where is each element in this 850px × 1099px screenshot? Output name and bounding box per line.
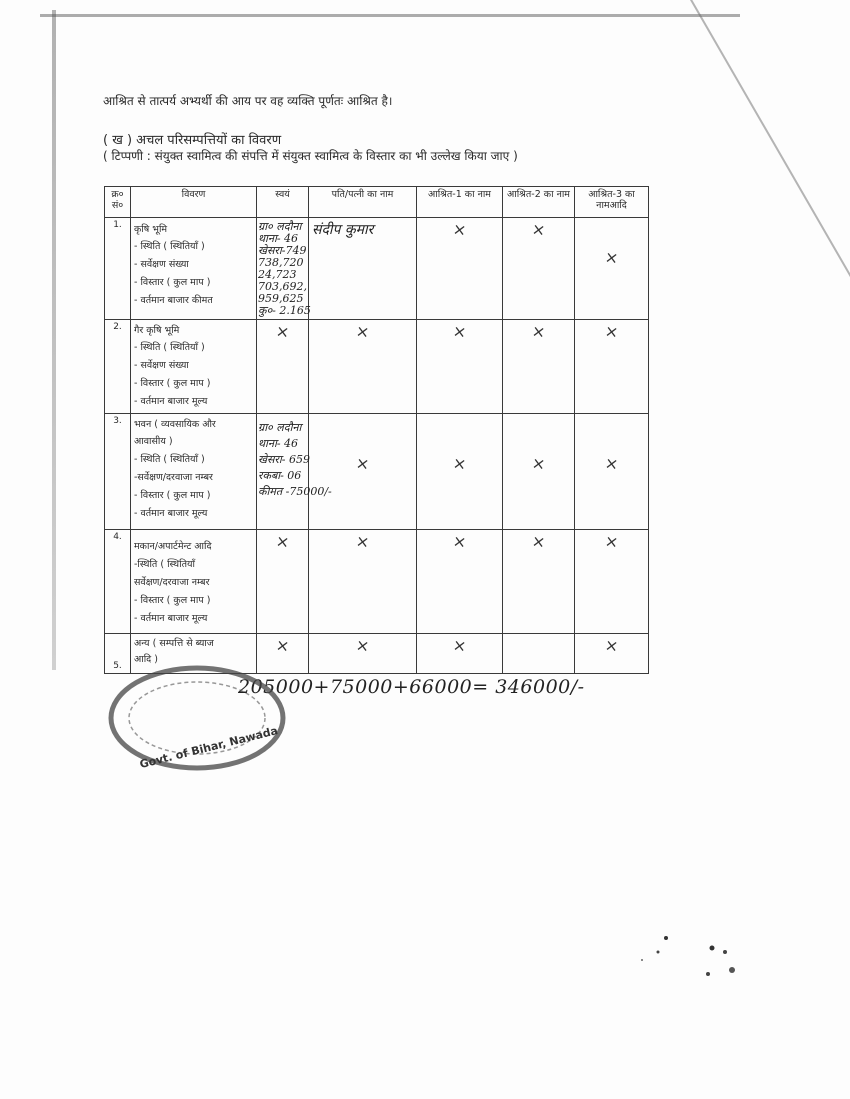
dependent-note: आश्रित से तात्पर्य अभ्यर्थी की आय पर वह व्यक्ति पूर्णतः आश्रित है। xyxy=(103,94,393,108)
row-item: - वर्तमान बाजार मूल्य xyxy=(134,613,208,624)
page-edge-left xyxy=(52,10,56,670)
row-item: -सर्वेक्षण/दरवाजा नम्बर xyxy=(134,472,213,483)
handwritten-line: खेसरा-749 xyxy=(258,244,307,257)
col-header-description: विवरण xyxy=(131,187,257,218)
row-item: - सर्वेक्षण संख्या xyxy=(134,360,189,371)
cross-mark: × xyxy=(257,634,309,674)
cross-mark: × xyxy=(257,320,309,414)
table-row xyxy=(105,414,649,530)
cross-mark: × xyxy=(417,320,503,414)
handwritten-line: 738,720 xyxy=(258,256,304,269)
row-description xyxy=(131,320,257,414)
col-header-dependent-1: आश्रित-1 का नाम xyxy=(417,187,503,218)
row-item: भवन ( व्यवसायिक और xyxy=(134,419,216,430)
section-heading: ( ख ) अचल परिसम्पत्तियों का विवरण xyxy=(103,133,282,148)
cross-mark: × xyxy=(503,320,575,414)
row-item: - स्थिति ( स्थितियाँ ) xyxy=(134,454,205,465)
self-value xyxy=(257,218,309,320)
row-item: - विस्तार ( कुल माप ) xyxy=(134,595,211,606)
row-item: - वर्तमान बाजार कीमत xyxy=(134,295,213,306)
row-description xyxy=(131,218,257,320)
cross-mark: × xyxy=(309,414,417,530)
cross-mark: × xyxy=(309,530,417,634)
handwritten-line: खेसरा- 659 xyxy=(258,453,310,466)
self-value xyxy=(257,414,332,530)
immovable-assets-table xyxy=(104,186,649,674)
col-header-serial: क्र० सं० xyxy=(105,187,131,218)
row-item: - स्थिति ( स्थितियाँ ) xyxy=(134,241,205,252)
row-item: - स्थिति ( स्थितियाँ ) xyxy=(134,342,205,353)
row-item: - वर्तमान बाजार मूल्य xyxy=(134,508,208,519)
col-header-self: स्वयं xyxy=(257,187,309,218)
row-item: गैर कृषि भूमि xyxy=(134,325,180,336)
handwritten-line: 959,625 xyxy=(258,292,304,305)
row-item: - विस्तार ( कुल माप ) xyxy=(134,378,211,389)
handwritten-spouse-name: संदीप कुमार xyxy=(312,222,374,238)
row-item: आदि ) xyxy=(134,654,158,665)
cross-mark: × xyxy=(575,320,649,414)
handwritten-line: थाना- 46 xyxy=(258,232,299,245)
row-number: 4. xyxy=(105,530,131,634)
row-item: मकान/अपार्टमेन्ट आदि xyxy=(134,541,212,552)
handwritten-line: ग्रा० लदौना xyxy=(258,421,302,434)
row-number: 1. xyxy=(105,218,131,320)
cross-mark: × xyxy=(309,320,417,414)
handwritten-line: रकबा- 06 xyxy=(258,469,302,482)
row-item: - विस्तार ( कुल माप ) xyxy=(134,277,211,288)
ink-specks xyxy=(630,930,750,990)
handwritten-line: थाना- 46 xyxy=(258,437,299,450)
cross-mark: × xyxy=(417,218,503,320)
cross-mark xyxy=(503,634,575,674)
cross-mark: × xyxy=(257,530,309,634)
col-header-dependent-2: आश्रित-2 का नाम xyxy=(503,187,575,218)
row-item: आवासीय ) xyxy=(134,436,173,447)
cross-mark: × xyxy=(309,634,417,674)
cross-mark: × xyxy=(503,414,575,530)
table-row xyxy=(105,218,649,320)
row-description xyxy=(131,530,257,634)
row-number: 5. xyxy=(105,634,131,674)
cross-mark: × xyxy=(575,634,649,674)
cross-mark: × xyxy=(417,530,503,634)
cross-mark: × xyxy=(417,634,503,674)
handwritten-line: कु०- 2.165 xyxy=(258,304,311,317)
cross-mark: × xyxy=(575,414,649,530)
official-seal xyxy=(102,660,292,780)
cross-mark: × xyxy=(503,218,575,320)
section-note: ( टिप्पणी : संयुक्त स्वामित्व की संपत्ति में संयुक्त स्वामित्व के विस्तार का भी उल्लेख किया जाए ) xyxy=(103,149,518,163)
row-number: 3. xyxy=(105,414,131,530)
row-item: सर्वेक्षण/दरवाजा नम्बर xyxy=(134,577,210,588)
handwritten-line: कीमत -75000/- xyxy=(258,485,332,498)
row-item: -स्थिति ( स्थितियाँ xyxy=(134,559,195,570)
row-item: - विस्तार ( कुल माप ) xyxy=(134,490,211,501)
row-item: अन्य ( सम्पत्ति से ब्याज xyxy=(134,638,214,649)
row-description xyxy=(131,414,257,530)
handwritten-total: 205000+75000+66000= 346000/- xyxy=(238,676,585,698)
page-edge-top xyxy=(40,0,740,17)
table-row xyxy=(105,530,649,634)
cross-mark: × xyxy=(575,530,649,634)
cross-mark: × xyxy=(417,414,503,530)
handwritten-line: ग्रा० लदौना xyxy=(258,220,302,233)
cross-mark: × xyxy=(575,218,649,320)
row-item: कृषि भूमि xyxy=(134,224,168,235)
col-header-spouse: पति/पत्नी का नाम xyxy=(309,187,417,218)
col-header-dependent-3: आश्रित-3 का नामआदि xyxy=(575,187,649,218)
table-header-row xyxy=(105,187,649,218)
page-edge-right xyxy=(690,0,850,398)
handwritten-line: 24,723 xyxy=(258,268,297,281)
spouse-value xyxy=(309,218,417,320)
svg-text:Govt. of Bihar, Nawada: Govt. of Bihar, Nawada xyxy=(138,724,280,772)
row-number: 2. xyxy=(105,320,131,414)
cross-mark: × xyxy=(503,530,575,634)
handwritten-line: 703,692, xyxy=(258,280,307,293)
row-item: - वर्तमान बाजार मूल्य xyxy=(134,396,208,407)
table-row xyxy=(105,320,649,414)
row-item: - सर्वेक्षण संख्या xyxy=(134,259,189,270)
